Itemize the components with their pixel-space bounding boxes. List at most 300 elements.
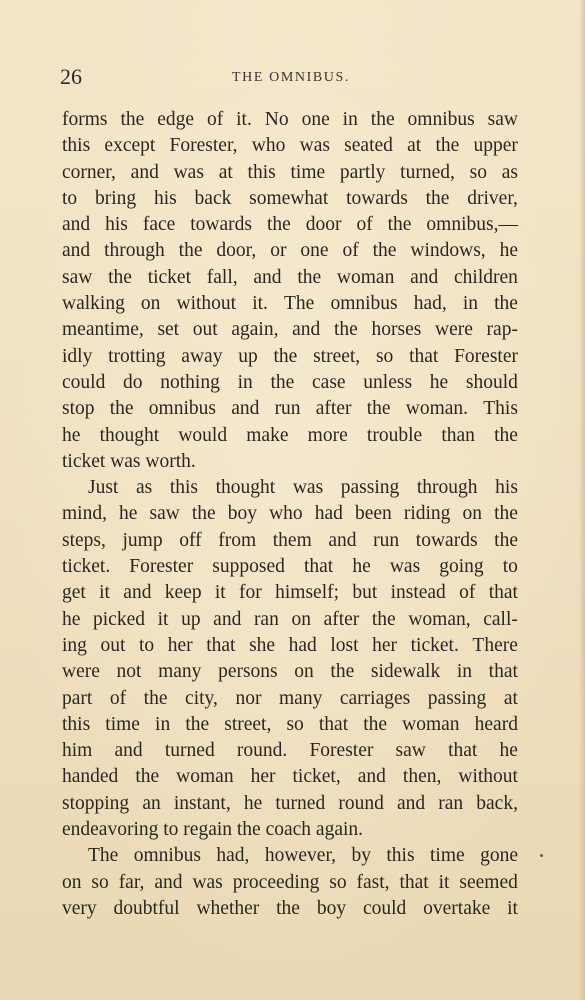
word: towards [415,529,478,551]
word: the [266,214,291,236]
word: face [142,214,176,236]
word: it. [236,109,252,130]
text-line [62,212,518,238]
word: very [62,897,97,919]
word: of [206,109,224,130]
text-line [62,133,518,159]
word: and [130,161,159,183]
word: heard [474,713,518,735]
word: he [119,503,138,525]
word: in [456,661,473,683]
word: omnibus [330,293,398,315]
word: of [109,687,127,709]
word: make [246,424,289,446]
word: somewhat [249,187,329,209]
text-line [62,501,518,527]
word: the [366,398,391,420]
word: at [503,687,518,709]
word: without [176,293,237,315]
word: after [315,398,352,420]
word: was [299,135,330,157]
word: door [305,214,342,236]
word: was [292,477,324,499]
word: she [249,634,276,656]
text-line [62,738,518,764]
word: meantime, [62,319,144,341]
word: this [247,161,276,183]
word: so [469,161,487,183]
word: the [494,503,518,525]
word: except [104,135,156,157]
word: had [314,503,343,525]
word: of [342,240,359,262]
word: his [105,214,128,236]
word: had [288,634,317,656]
word: and [292,319,321,341]
word: but [352,582,378,604]
word: woman [336,266,395,288]
word: the [276,897,300,919]
word: boy [316,897,347,919]
word: gone [480,845,518,867]
word: omnibus,— [426,214,518,236]
word: he [62,424,81,446]
word: riding [403,503,451,525]
text-line [62,344,518,370]
word: it [438,871,450,893]
word: the [270,371,295,393]
word: run [373,529,400,551]
word: windows, [410,240,486,262]
word: the [120,109,145,130]
word: unless [363,371,413,393]
word: No [264,109,289,130]
word: and [328,529,357,551]
word: case [312,371,346,393]
word: the [363,713,388,735]
text-line [62,396,518,422]
word: had, [216,845,250,867]
word: time [430,845,465,867]
word: and [114,740,143,762]
word: trouble [366,424,423,446]
word: turned, [400,161,455,183]
word: ing [62,634,87,656]
word: the [370,109,395,130]
word: in [342,109,358,130]
word: keep [164,582,202,604]
word: city, [185,687,218,709]
word: on [62,871,82,893]
word: and [62,240,91,262]
text-line [62,580,518,606]
word: this [169,477,199,499]
word: stop [62,398,95,420]
running-title: THE OMNIBUS. [232,70,350,85]
word: far, [118,871,145,893]
word: after [323,608,360,630]
word: ticket, [292,766,341,788]
word: so [329,871,347,893]
word: run [274,398,301,420]
word: set [157,319,180,341]
word: nothing [160,371,220,393]
text-line [62,607,518,633]
word: that [488,582,518,604]
text-line [62,186,518,212]
word: passing [427,687,487,709]
word: children [454,266,518,288]
word: of [356,214,373,236]
word: him [62,740,93,762]
text-line [62,317,518,343]
word: steps, [62,529,106,551]
word: that [318,713,349,735]
word: instead [390,582,446,604]
text-line [62,686,518,712]
word: it [214,582,226,604]
word: the [494,529,518,551]
word: should [465,371,518,393]
word: he [62,608,81,630]
word: could [362,897,407,919]
word: The [284,293,315,315]
word: who [251,135,286,157]
word: and [62,214,91,236]
word: the [185,713,210,735]
word: through [416,477,478,499]
word: omnibus [133,845,201,867]
word: overtake [423,897,491,919]
word: many [158,661,202,683]
word: the [494,293,518,315]
word: off [179,529,202,551]
word: out [192,319,218,341]
word: saw [149,503,180,525]
word: this [62,713,91,735]
word: the [435,135,460,157]
word: ticket. [410,634,459,656]
word: this [62,135,91,157]
word: more [307,424,348,446]
word: as [501,161,518,183]
word: it [507,897,518,919]
word: call- [483,608,518,630]
word: part [62,687,93,709]
word: seemed [459,871,518,893]
text-line [62,265,518,291]
word: get [62,582,86,604]
word: could [62,371,106,393]
word: an [142,792,161,814]
text-line [62,554,518,580]
word: he [429,371,449,393]
word: towards [346,187,408,209]
word: up [238,345,258,367]
word: to [502,556,518,578]
word: on [291,608,311,630]
word: and [154,871,183,893]
word: corner, [62,161,116,183]
word: on [140,293,161,315]
word: the [297,266,322,288]
text-line [62,896,518,922]
word: woman, [408,608,471,630]
word: her [372,634,398,656]
word: so [375,345,394,367]
word: woman. [405,398,469,420]
word: it [99,582,110,604]
word: not [116,661,142,683]
text-line [62,764,518,790]
word: forms [62,109,108,130]
word: instant, [173,792,231,814]
word: at [218,161,233,183]
word: mind, [62,503,107,525]
word: the [371,608,396,630]
word: and [410,266,439,288]
word: thought [215,477,276,499]
word: turned [164,740,215,762]
word: them [272,529,312,551]
word: many [279,687,323,709]
word: the [143,687,168,709]
word: the [109,398,134,420]
word: on [294,661,314,683]
word: without [458,766,518,788]
word: it [157,608,169,630]
word: he [243,792,263,814]
word: saw [395,740,426,762]
word: Forester [454,345,518,367]
word: himself; [275,582,340,604]
word: saw [62,266,93,288]
word: by [351,845,371,867]
word: the [108,266,132,288]
word: the [135,766,160,788]
word: do [123,371,143,393]
text-line [62,791,518,817]
word: so [286,713,304,735]
word: her [167,634,193,656]
word: rap- [486,319,518,341]
word: towards [190,214,252,236]
word: was [173,161,204,183]
ink-speck-icon [540,854,543,857]
word: and [396,792,426,814]
word: fast, [356,871,390,893]
word: this [386,845,415,867]
word: back, [476,792,518,814]
word: and [123,582,152,604]
word: that [448,740,478,762]
word: omnibus [407,109,475,130]
word: going [439,556,484,578]
word: fall, [206,266,238,288]
word: that [488,661,518,683]
word: The [88,845,119,867]
word: ticket. [62,556,111,578]
text-line [62,528,518,554]
word: turned [275,792,326,814]
page-number: 26 [60,64,82,89]
word: lost [330,634,359,656]
word: This [483,398,518,420]
word: street, [313,345,361,367]
text-line [62,291,518,317]
word: and [213,608,242,630]
paragraph-start-line [62,475,518,501]
word: nor [235,687,262,709]
text-line [62,107,518,133]
text-line [62,370,518,396]
word: he [352,556,371,578]
word: stopping [62,792,130,814]
word: whether [196,897,260,919]
word: time [105,713,140,735]
body-text [62,107,518,922]
word: her [250,766,276,788]
word: back [194,187,232,209]
word: trotting [108,345,166,367]
word: for [239,582,262,604]
word: street, [224,713,272,735]
text-line [62,633,518,659]
word: the [273,345,298,367]
word: Forester, [169,135,238,157]
word: in [155,713,171,735]
word: woman [176,766,234,788]
word: ticket [147,266,192,288]
word: seated [344,135,393,157]
word: on [462,503,482,525]
word: Forester [129,556,194,578]
word: bring [94,187,137,209]
word: woman [402,713,460,735]
word: jump [122,529,163,551]
word: he [499,740,518,762]
word: Just [88,477,119,499]
word: the [333,319,358,341]
word: sidewalk [370,661,441,683]
word: as [135,477,153,499]
word: edge [157,109,195,130]
word: supposed [212,556,285,578]
paragraph-start-line [62,843,518,869]
word: his [495,477,518,499]
word: so [91,871,109,893]
word: it. [252,293,268,315]
text-line [62,423,518,449]
word: horses [371,319,422,341]
word: door, [216,240,257,262]
word: proceeding [232,871,320,893]
word: the [178,240,203,262]
word: he [499,240,518,262]
word: and [253,266,282,288]
word: walking [62,293,125,315]
word: and [231,398,260,420]
word: handed [62,766,119,788]
word: had, [413,293,447,315]
word: through [104,240,165,262]
word: or [270,240,287,262]
word: that [399,871,429,893]
word: ran [438,792,464,814]
text-line [62,659,518,685]
word: the [425,187,450,209]
word: away [181,345,223,367]
word: that [303,556,334,578]
word: boy [227,503,258,525]
word: doubtful [113,897,180,919]
word: There [472,634,518,656]
word: from [218,529,257,551]
word: one [301,109,330,130]
word: partly [339,161,386,183]
word: was [389,556,421,578]
word: in [237,371,253,393]
word: the [372,240,397,262]
word: and [357,766,386,788]
word: Forester [309,740,374,762]
word: passing [340,477,400,499]
text-line [62,870,518,896]
word: upper [473,135,518,157]
word: of [459,582,476,604]
running-head [60,64,522,90]
word: round [338,792,384,814]
word: than [441,424,475,446]
word: thought [99,424,160,446]
word: time [290,161,326,183]
word: was [192,871,223,893]
word: up [181,608,201,630]
paragraph-end-line: ticket was worth. [62,450,196,472]
word: were [434,319,473,341]
word: to [139,634,155,656]
word: out [100,634,126,656]
word: would [178,424,228,446]
word: the [191,503,216,525]
word: been [354,503,392,525]
paragraph-end-line: endeavoring to regain the coach again. [62,819,364,841]
word: the [494,424,518,446]
word: in [462,293,479,315]
word: that [409,345,439,367]
word: ran [253,608,279,630]
word: the [330,661,355,683]
word: one [300,240,329,262]
word: omnibus [148,398,216,420]
word: however, [264,845,337,867]
word: who [269,503,303,525]
word: his [153,187,177,209]
word: then, [402,766,442,788]
word: driver, [467,187,518,209]
word: to [62,187,78,209]
word: idly [62,345,93,367]
word: were [62,661,100,683]
word: persons [218,661,278,683]
word: saw [487,109,518,130]
word: round. [236,740,288,762]
word: again, [231,319,279,341]
word: carriages [339,687,411,709]
word: the [387,214,412,236]
text-line [62,160,518,186]
text-line [62,238,518,264]
